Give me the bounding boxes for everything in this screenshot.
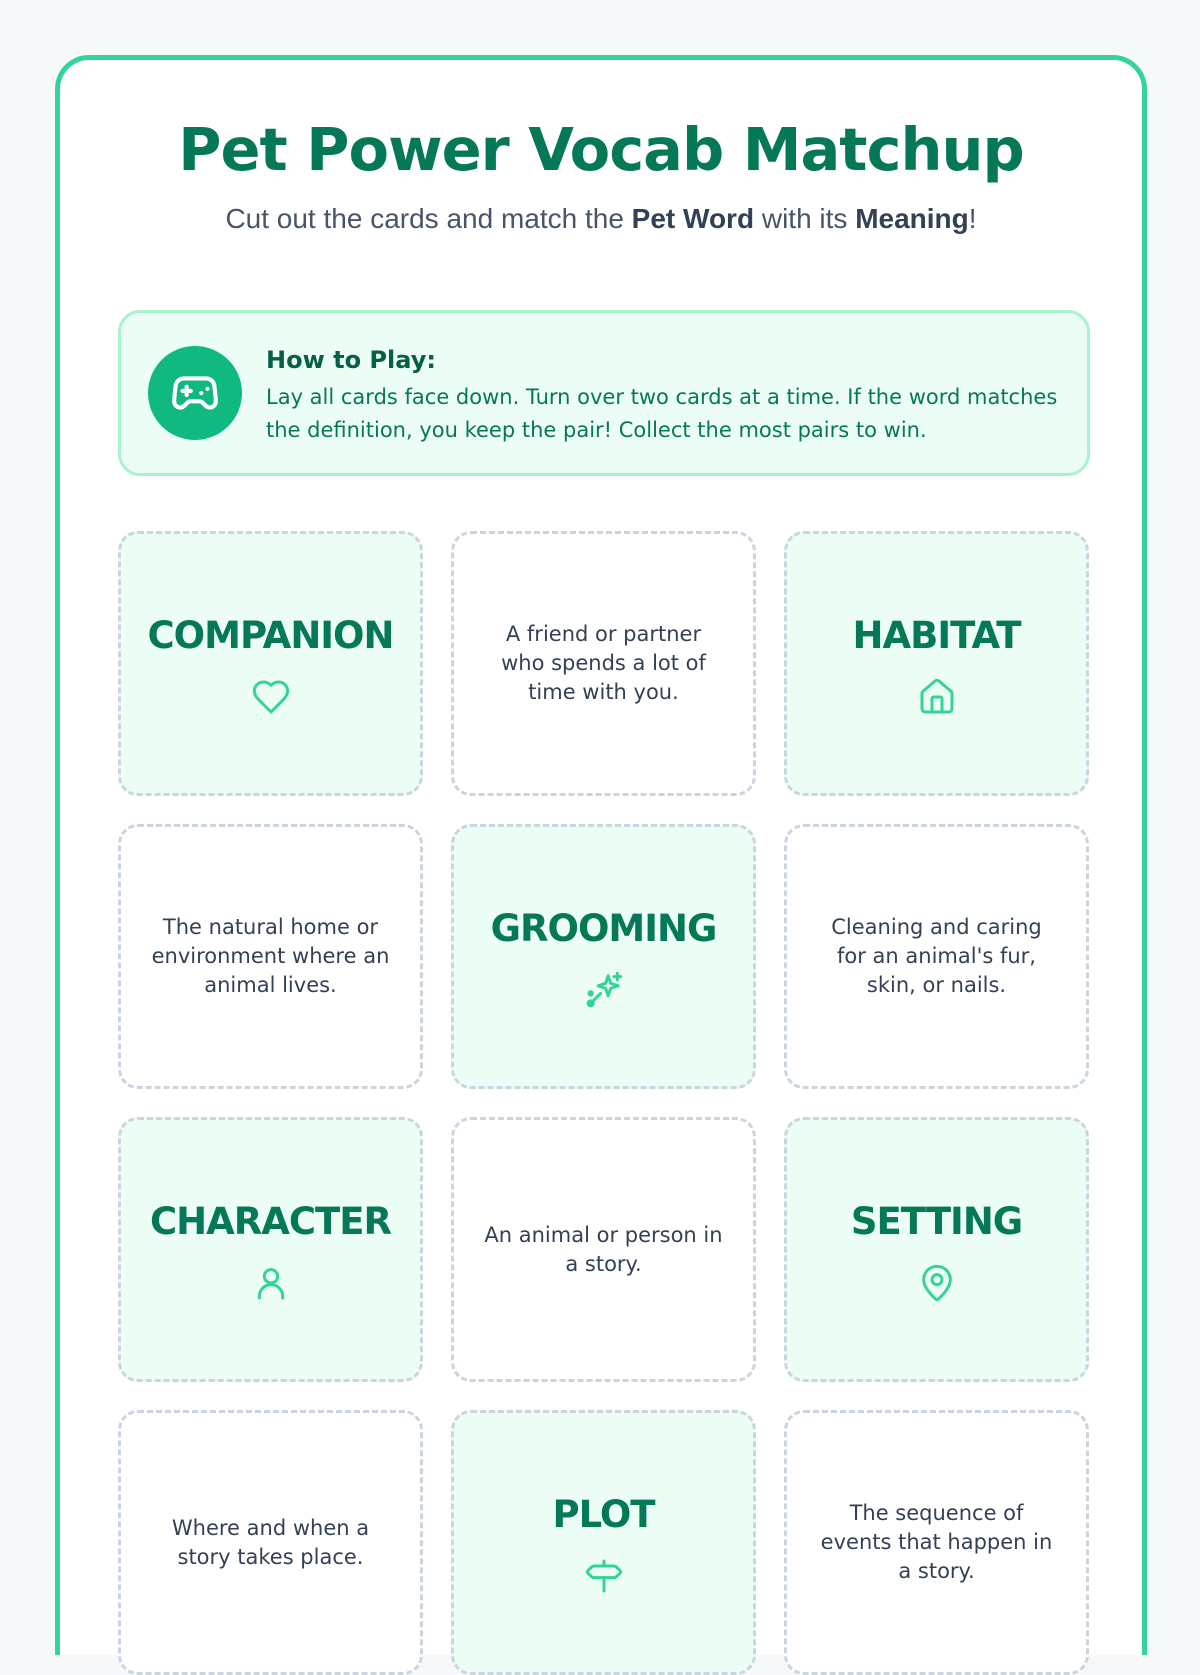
word-card-setting[interactable] xyxy=(784,1117,1089,1382)
definition-card[interactable] xyxy=(118,824,423,1089)
definition-card[interactable] xyxy=(118,1410,423,1675)
word-card-label: GROOMING xyxy=(490,907,717,950)
definition-text: The natural home or environment where an animal lives. xyxy=(151,915,390,997)
subtitle-pet-word: Pet Word xyxy=(631,203,755,234)
word-card-plot[interactable] xyxy=(451,1410,756,1675)
word-card-label: COMPANION xyxy=(147,614,394,657)
sparkles-icon xyxy=(584,970,624,1010)
word-card-grooming[interactable] xyxy=(451,824,756,1089)
definition-text: Cleaning and caring for an animal's fur, skin, or nails. xyxy=(831,915,1042,997)
definition-text: An animal or person in a story. xyxy=(484,1222,723,1276)
definition-text: Where and when a story takes place. xyxy=(171,1515,370,1569)
definition-card[interactable] xyxy=(784,824,1089,1089)
definition-card[interactable] xyxy=(451,1117,756,1382)
gamepad-icon xyxy=(148,346,242,440)
word-card-companion[interactable] xyxy=(118,531,423,796)
word-card-label: CHARACTER xyxy=(149,1200,392,1243)
person-icon xyxy=(251,1263,291,1303)
map-pin-icon xyxy=(917,1263,957,1303)
subtitle-text-2: with its xyxy=(754,203,856,234)
subtitle-text-3: ! xyxy=(968,203,977,234)
page-title: Pet Power Vocab Matchup xyxy=(178,115,1024,184)
subtitle-meaning: Meaning xyxy=(855,203,969,234)
subtitle-text-1: Cut out the cards and match the xyxy=(225,203,632,234)
definition-card[interactable] xyxy=(784,1410,1089,1675)
how-to-play-text: Lay all cards face down. Turn over two cards at a time. If the word matches the definition, you keep the pair! Collect the most pairs to win. xyxy=(266,385,1058,442)
definition-text: A friend or partner who spends a lot of time with you. xyxy=(501,622,706,704)
definition-card[interactable] xyxy=(451,531,756,796)
signpost-icon xyxy=(584,1556,624,1596)
page-subtitle xyxy=(60,203,1142,235)
word-card-habitat[interactable] xyxy=(784,531,1089,796)
how-to-play-box xyxy=(118,310,1090,476)
definition-text: The sequence of events that happen in a story. xyxy=(820,1501,1053,1583)
heart-icon xyxy=(251,677,291,717)
word-card-label: HABITAT xyxy=(852,614,1021,657)
word-card-character[interactable] xyxy=(118,1117,423,1382)
worksheet xyxy=(55,55,1147,1655)
how-to-play-title: How to Play: xyxy=(266,346,436,374)
house-icon xyxy=(917,677,957,717)
word-card-label: SETTING xyxy=(850,1200,1023,1243)
word-card-label: PLOT xyxy=(552,1493,655,1536)
